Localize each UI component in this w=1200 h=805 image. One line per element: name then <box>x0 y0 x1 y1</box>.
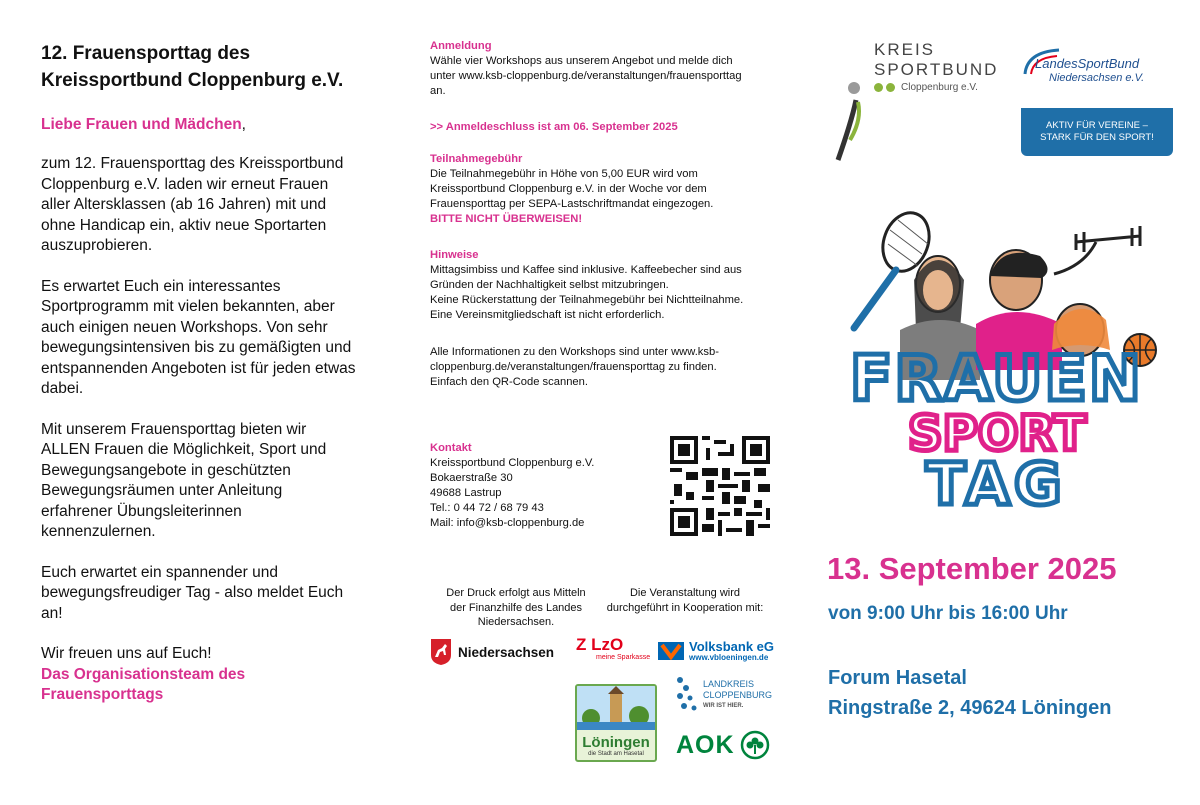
logo-word-frauen: FRAUEN <box>850 342 1143 415</box>
registration-section: Anmeldung Wähle vier Workshops aus unserem Angebot und melde dich unter www.ksb-cloppenburg.de/veranstaltungen/frauensporttag an. <box>430 40 742 97</box>
qr-code[interactable] <box>670 436 770 536</box>
fee-section: Teilnahmegebühr Die Teilnahmegebühr in Höhe von 5,00 EUR wird vom Kreissportbund Cloppenburg e.V. in der Woche vor dem Frauensporttag per SEPA-Lastschriftmandat eingezogen. BITTE NICHT ÜBERWEISEN! <box>430 152 780 227</box>
sparkasse-s-icon: Z <box>576 635 587 654</box>
contact-email[interactable]: Mail: info@ksb-cloppenburg.de <box>430 517 585 529</box>
venue-name: Forum Hasetal <box>828 667 967 689</box>
paragraph-invite: Euch erwartet ein spannender und bewegungsfreudiger Tag - also meldet Euch an! <box>41 563 344 622</box>
paragraph-program: Es erwartet Euch ein interessantes Sportprogramm mit vielen bekannten, aber auch einigen neuen Workshops. Von sehr bewegungsintensiven bis zu gemäßigten und entspannenden Angeboten ist für jeden etwas dabei. <box>41 277 356 397</box>
page-title: 12. Frauensporttag des Kreissportbund Cloppenburg e.V. <box>41 43 344 91</box>
venue-address: Ringstraße 2, 49624 Löningen <box>828 697 1112 719</box>
tower-icon <box>577 686 655 730</box>
deadline-note: >> Anmeldeschluss ist am 06. September 2025 <box>430 121 678 133</box>
greeting: Liebe Frauen und Mädchen, <box>41 116 246 133</box>
contact-section: Kontakt Kreissportbund Cloppenburg e.V. Bokaerstraße 30 49688 Lastrup Tel.: 0 44 72 / 68 79 43 Mail: info@ksb-cloppenburg.de <box>430 441 660 531</box>
aok-tree-icon <box>740 730 770 760</box>
logo-word-tag: TAG <box>926 450 1066 518</box>
venue <box>828 663 1111 723</box>
left-panel <box>0 0 400 805</box>
landkreis-logo: LANDKREIS CLOPPENBURG WIR IST HIER. <box>676 676 772 714</box>
horse-shield-icon <box>430 638 452 666</box>
middle-panel <box>400 0 800 805</box>
team-signature: Das Organisationsteam des <box>41 665 246 683</box>
event-date: 13. September 2025 <box>827 551 1117 586</box>
dumbbell-icon <box>1076 226 1140 252</box>
loeningen-logo: Löningen die Stadt am Hasetal <box>575 684 657 762</box>
niedersachsen-logo: Niedersachsen <box>430 638 554 666</box>
lzo-logo: Z LzO meine Sparkasse <box>576 635 651 661</box>
event-time: von 9:00 Uhr bis 16:00 Uhr <box>828 603 1068 624</box>
no-transfer-warning: BITTE NICHT ÜBERWEISEN! <box>430 213 583 225</box>
paragraph-intro: zum 12. Frauensporttag des Kreissportbund Cloppenburg e.V. laden wir erneut Frauen aller Altersklassen (ab 16 Jahren) mit und ohne Handicap ein, aktiv neue Sportarten auszuprobieren. <box>41 155 344 254</box>
logo-word-sport: SPORT <box>908 406 1087 462</box>
landessportbund-logo: LandesSportBund Niedersachsen e.V. AKTIV FÜR VEREINE – STARK FÜR DEN SPORT! <box>1021 46 1173 156</box>
paragraph-offer: Mit unserem Frauensporttag bieten wir ALLEN Frauen die Möglichkeit, Sport und Bewegungsangebote in geschützten Bewegungsräumen unter Anleitung erfahrener Übungsleiterinnen kennenzulernen. <box>41 420 327 540</box>
runner-icon <box>834 80 870 162</box>
cooperation-note: Die Veranstaltung wird durchgeführt in Kooperation mit: <box>606 587 764 614</box>
hints-section: Hinweise Mittagsimbiss und Kaffee sind inklusive. Kaffeebecher sind aus Gründen der Nachhaltigkeit selbst mitzubringen. Keine Rückerstattung der Teilnahmegebühr bei Nichtteilnahme. Eine Vereinsmitgliedschaft ist nicht erforderlich. <box>430 249 744 321</box>
print-funding-note: Der Druck erfolgt aus Mitteln der Finanzhilfe des Landes Niedersachsen. <box>446 587 586 628</box>
volksbank-logo: Volksbank eG www.vbloeningen.de <box>658 640 774 662</box>
dots-icon <box>676 676 698 714</box>
right-panel: KREIS SPORTBUND Cloppenburg e.V. LandesSportBund Niedersachsen e.V. AKTIV FÜR VEREINE – STARK FÜR DEN SPORT! FRAUEN SPORT TAG 13. September 2025 von 9:00 Uhr bis 16:00 Uhr Forum Hasetal Ringstraße 2, 49624 Löningen <box>800 0 1200 805</box>
closing: Wir freuen uns auf Euch! Das Organisationsteam des Frauensporttags <box>41 644 376 706</box>
frauensporttag-illustration <box>840 200 1160 520</box>
volksbank-x-icon <box>658 642 684 660</box>
workshop-info: Alle Informationen zu den Workshops sind unter www.ksb- cloppenburg.de/veranstaltungen/frauensporttag zu finden. Einfach den QR-Code scannen. <box>430 346 719 388</box>
aok-logo: AOK <box>676 730 770 760</box>
